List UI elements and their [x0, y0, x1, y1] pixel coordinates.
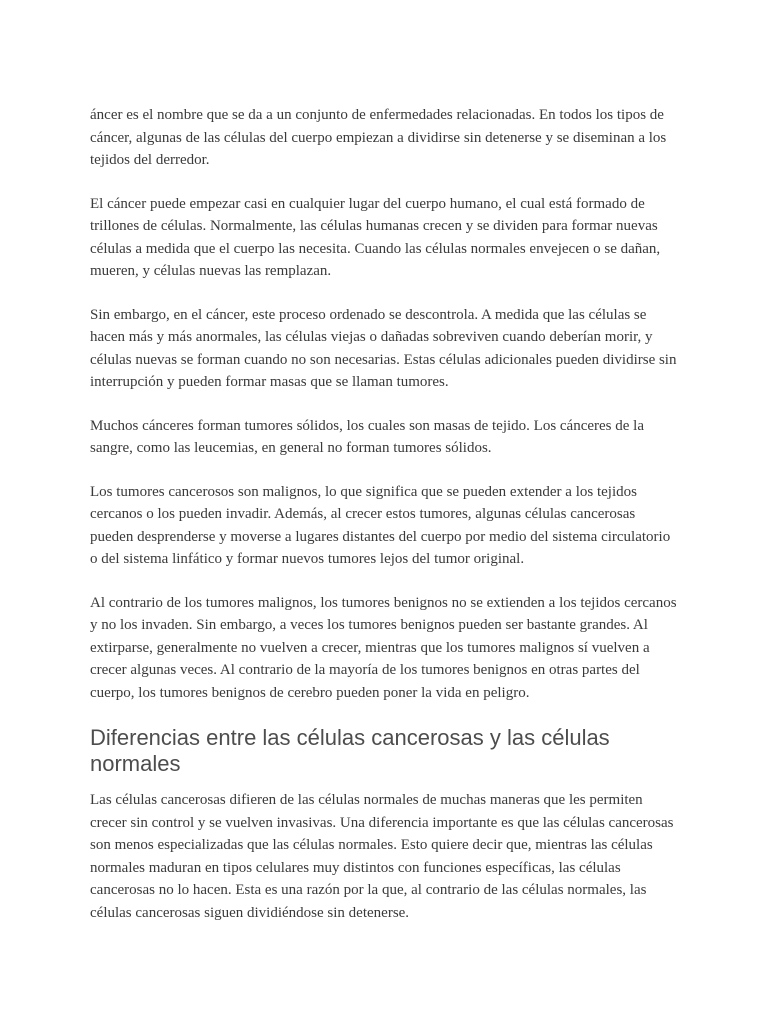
paragraph-uncontrolled-process: Sin embargo, en el cáncer, este proceso ordenado se descontrola. A medida que las células se hacen más y más anormales, las células viejas o dañadas sobreviven cuando deberían morir, y células nuevas se forman cuando no son necesarias. Estas células adicionales pueden dividirse sin interrupción y pueden formar masas que se llaman tumores. — [90, 306, 677, 390]
paragraph-cancer-origin: El cáncer puede empezar casi en cualquier lugar del cuerpo humano, el cual está formado de trillones de células. Normalmente, las células humanas crecen y se dividen para formar nuevas células a medida que el cuerpo las necesita. Cuando las células normales envejecen o se dañan, mueren, y células nuevas las remplazan. — [90, 195, 661, 279]
document-page — [90, 104, 680, 945]
paragraph-benign-tumors: Al contrario de los tumores malignos, los tumores benignos no se extienden a los tejidos cercanos y no los invaden. Sin embargo, a veces los tumores benignos pueden ser bastante grandes. Al extirparse, generalmente no vuelven a crecer, mientras que los tumores malignos sí vuelven a crecer algunas veces. Al contrario de la mayoría de los tumores benignos en otras partes del cuerpo, los tumores benignos de cerebro pueden poner la vida en peligro. — [90, 594, 677, 701]
paragraph-malignant-tumors: Los tumores cancerosos son malignos, lo que significa que se pueden extender a los tejidos cercanos o los pueden invadir. Además, al crecer estos tumores, algunas células cancerosas pueden desprenderse y moverse a lugares distantes del cuerpo por medio del sistema circulatorio o del sistema linfático y formar nuevos tumores lejos del tumor original. — [90, 483, 671, 567]
paragraph-cell-differences: Las células cancerosas difieren de las células normales de muchas maneras que les permiten crecer sin control y se vuelven invasivas. Una diferencia importante es que las células cancerosas son menos especializadas que las células normales. Esto quiere decir que, mientras las células normales maduran en tipos celulares muy distintos con funciones específicas, las células cancerosas no lo hacen. Esta es una razón por la que, al contrario de las células normales, las células cancerosas siguen dividiéndose sin detenerse. — [90, 792, 674, 921]
section-heading: Diferencias entre las células cancerosas y las células normales — [90, 725, 610, 776]
paragraph-solid-tumors: Muchos cánceres forman tumores sólidos, los cuales son masas de tejido. Los cánceres de la sangre, como las leucemias, en general no forman tumores sólidos. — [90, 417, 645, 456]
paragraph-cancer-definition: áncer es el nombre que se da a un conjunto de enfermedades relacionadas. En todos los tipos de cáncer, algunas de las células del cuerpo empiezan a dividirse sin detenerse y se diseminan a los tejidos del derredor. — [90, 107, 667, 168]
